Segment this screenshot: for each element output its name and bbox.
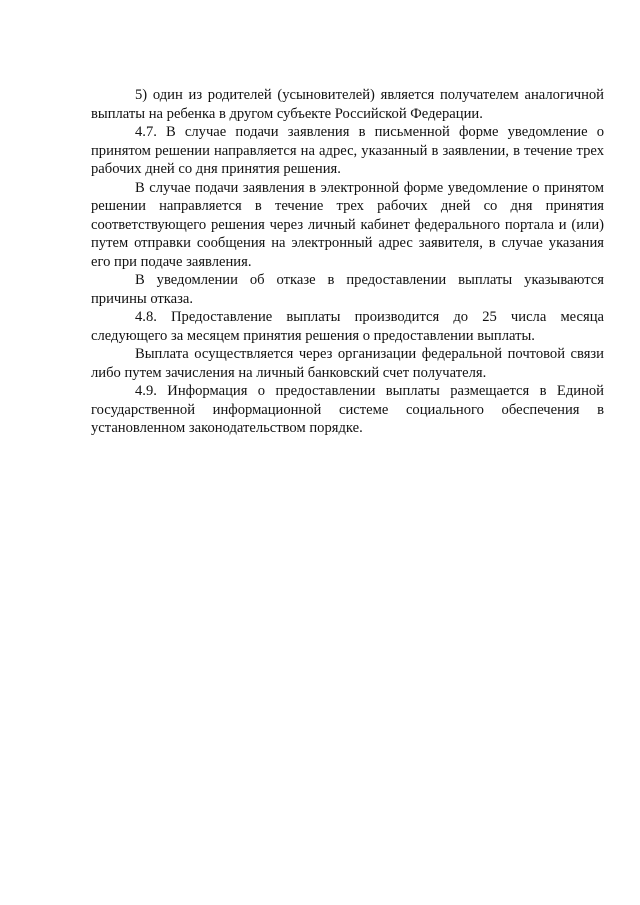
paragraph-refusal-reasons: В уведомлении об отказе в предоставлении выплаты указываются причины отказа.	[91, 272, 604, 307]
document-page	[91, 86, 604, 438]
paragraph-payment-method: Выплата осуществляется через организации федеральной почтовой связи либо путем зачисления на личный банковский счет получателя.	[91, 346, 604, 381]
paragraph-item-5: 5) один из родителей (усыновителей) является получателем аналогичной выплаты на ребенка в другом субъекте Российской Федерации.	[91, 87, 604, 122]
paragraph-4-9: 4.9. Информация о предоставлении выплаты размещается в Единой государственной информационной системе социального обеспечения в установленном законодательством порядке.	[91, 383, 604, 436]
paragraph-4-7: 4.7. В случае подачи заявления в письменной форме уведомление о принятом решении направляется на адрес, указанный в заявлении, в течение трех рабочих дней со дня принятия решения.	[91, 124, 604, 177]
paragraph-4-8: 4.8. Предоставление выплаты производится до 25 числа месяца следующего за месяцем принятия решения о предоставлении выплаты.	[91, 309, 604, 344]
paragraph-electronic-notification: В случае подачи заявления в электронной форме уведомление о принятом решении направляется в течение трех рабочих дней со дня принятия соответствующего решения через личный кабинет федерального портала и (или) путем отправки сообщения на электронный адрес заявителя, в случае указания его при подаче заявления.	[91, 179, 604, 270]
